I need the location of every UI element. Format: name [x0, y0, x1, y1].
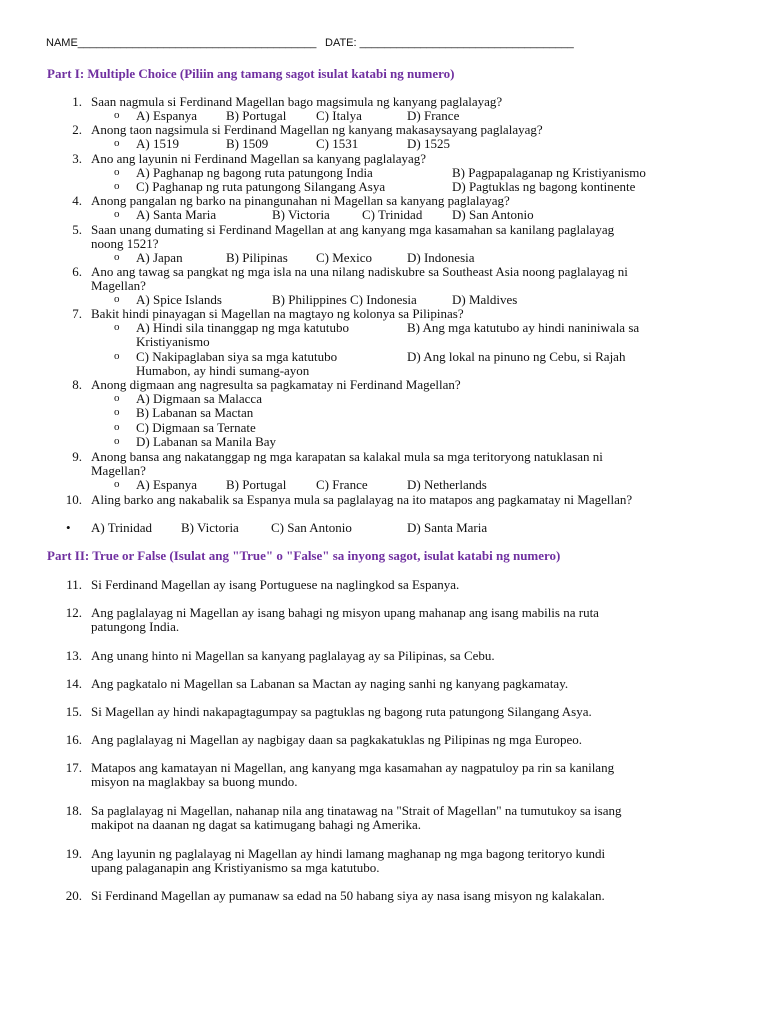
question-number: 19. — [65, 846, 82, 861]
question-number: 12. — [65, 605, 82, 620]
statement-text: Si Magellan ay hindi nakapagtagumpay sa pagtuklas ng bagong ruta patungong Silangang Asya. — [91, 704, 592, 719]
question-number: 10. — [65, 492, 82, 507]
option-b: B) Portugal — [226, 477, 287, 492]
option-bullet: o — [114, 350, 120, 362]
question-text-continued: noong 1521? — [91, 236, 159, 251]
question-number: 17. — [65, 760, 82, 775]
option-a: A) Spice Islands — [136, 292, 222, 307]
part2-title: Part II: True or False (Isulat ang "True" o "False" sa inyong sagot, isulat katabi ng numero) — [47, 548, 561, 563]
question-text: Ano ang tawag sa pangkat ng mga isla na una nilang nadiskubre sa Southeast Asia noong paglalayag ni — [91, 264, 628, 279]
question-number: 5. — [72, 222, 82, 237]
option-a: A) Trinidad — [91, 520, 153, 535]
question-number: 13. — [65, 648, 82, 663]
option-b: B) Labanan sa Mactan — [136, 405, 254, 420]
question-text: Anong taon nagsimula si Ferdinand Magellan ng kanyang makasaysayang paglalayag? — [91, 122, 543, 137]
question-text: Ano ang layunin ni Ferdinand Magellan sa kanyang paglalayag? — [91, 151, 427, 166]
question-number: 15. — [65, 704, 82, 719]
option-a: A) Digmaan sa Malacca — [136, 391, 262, 406]
option-b: B) Pilipinas — [226, 250, 288, 265]
option-bullet: o — [114, 478, 120, 490]
name-field-label: NAME_______________________________________ — [46, 37, 317, 49]
question-number: 18. — [65, 803, 82, 818]
statement-text-continued: misyon na maglakbay sa buong mundo. — [91, 774, 298, 789]
option-bullet: o — [114, 251, 120, 263]
option-a: A) Espanya — [136, 108, 198, 123]
statement-text: Ang paglalayag ni Magellan ay nagbigay daan sa pagkakatuklas ng Pilipinas ng mga Europeo. — [91, 732, 582, 747]
question-text: Anong pangalan ng barko na pinangunahan ni Magellan sa kanyang paglalayag? — [91, 193, 510, 208]
option-c: C) Paghanap ng ruta patungong Silangang Asya — [136, 179, 386, 194]
option-bullet: o — [114, 208, 120, 220]
statement-text-continued: patungong India. — [91, 619, 180, 634]
question-number: 11. — [66, 577, 82, 592]
option-d-continued: Humabon, ay hindi sumang-ayon — [136, 363, 310, 378]
statement-text: Si Ferdinand Magellan ay pumanaw sa edad na 50 habang siya ay nasa isang misyon ng kalakalan. — [91, 888, 605, 903]
option-bullet: o — [114, 137, 120, 149]
statement-text: Ang layunin ng paglalayag ni Magellan ay hindi lamang maghanap ng mga bagong teritoryo kundi — [91, 846, 606, 861]
option-d: D) Ang lokal na pinuno ng Cebu, si Rajah — [407, 349, 626, 364]
question-text: Saan nagmula si Ferdinand Magellan bago magsimula ng kanyang paglalayag? — [91, 94, 503, 109]
option-d: D) Labanan sa Manila Bay — [136, 434, 277, 449]
statement-text: Si Ferdinand Magellan ay isang Portuguese na naglingkod sa Espanya. — [91, 577, 460, 592]
option-c: C) France — [316, 477, 368, 492]
question-text: Bakit hindi pinayagan si Magellan na magtayo ng kolonya sa Pilipinas? — [91, 306, 464, 321]
statement-text: Ang unang hinto ni Magellan sa kanyang paglalayag ay sa Pilipinas, sa Cebu. — [91, 648, 495, 663]
option-b: B) Victoria — [272, 207, 330, 222]
option-b: B) Portugal — [226, 108, 287, 123]
question-number: 14. — [65, 676, 82, 691]
option-c: C) 1531 — [316, 136, 359, 151]
question-text-continued: Magellan? — [91, 463, 146, 478]
option-bullet: o — [114, 180, 120, 192]
statement-text: Ang paglalayag ni Magellan ay isang bahagi ng misyon upang mahanap ang isang mabilis na ruta — [91, 605, 599, 620]
question-number: 1. — [72, 94, 82, 109]
option-bullet: o — [114, 109, 120, 121]
option-a: A) Hindi sila tinanggap ng mga katutubo — [136, 320, 350, 335]
option-b: B) 1509 — [226, 136, 269, 151]
date-field-label: DATE: ___________________________________ — [325, 37, 574, 49]
option-c: C) Nakipaglaban siya sa mga katutubo — [136, 349, 338, 364]
option-bullet: o — [114, 435, 120, 447]
question-number: 9. — [72, 449, 82, 464]
option-b-c: B) Philippines C) Indonesia — [272, 292, 417, 307]
statement-text-continued: makipot na daanan ng dagat sa katimugang bahagi ng Amerika. — [91, 817, 421, 832]
option-bullet: o — [114, 406, 120, 418]
option-d: D) San Antonio — [452, 207, 534, 222]
statement-text: Matapos ang kamatayan ni Magellan, ang kanyang mga kasamahan ay nagpatuloy pa rin sa kanilang — [91, 760, 615, 775]
question-text: Anong bansa ang nakatanggap ng mga karapatan sa kalakal mula sa mga teritoryong natuklasan ni — [91, 449, 603, 464]
option-a: A) Japan — [136, 250, 183, 265]
option-b: B) Victoria — [181, 520, 239, 535]
option-d: D) France — [407, 108, 460, 123]
statement-text-continued: upang palaganapin ang Kristiyanismo sa mga katutubo. — [91, 860, 380, 875]
option-c: C) San Antonio — [271, 520, 352, 535]
option-bullet: o — [114, 293, 120, 305]
question-number: 6. — [72, 264, 82, 279]
option-a: A) 1519 — [136, 136, 179, 151]
question-number: 2. — [72, 122, 82, 137]
question-text-continued: Magellan? — [91, 278, 146, 293]
option-bullet: o — [114, 321, 120, 333]
option-c: C) Digmaan sa Ternate — [136, 420, 256, 435]
option-c: C) Italya — [316, 108, 362, 123]
option-d: D) Santa Maria — [407, 520, 488, 535]
option-d: D) Indonesia — [407, 250, 475, 265]
question-number: 8. — [72, 377, 82, 392]
option-bullet: • — [66, 520, 71, 535]
option-bullet: o — [114, 421, 120, 433]
question-number: 16. — [65, 732, 82, 747]
question-number: 20. — [65, 888, 82, 903]
question-number: 4. — [72, 193, 82, 208]
option-a: A) Paghanap ng bagong ruta patungong India — [136, 165, 373, 180]
option-b: B) Ang mga katutubo ay hindi naniniwala sa — [407, 320, 640, 335]
option-bullet: o — [114, 392, 120, 404]
option-c: C) Mexico — [316, 250, 372, 265]
question-number: 7. — [72, 306, 82, 321]
question-text: Saan unang dumating si Ferdinand Magellan at ang kanyang mga kasamahan sa kanilang paglalayag — [91, 222, 615, 237]
option-bullet: o — [114, 166, 120, 178]
option-b-continued: Kristiyanismo — [136, 334, 210, 349]
option-d: D) 1525 — [407, 136, 450, 151]
option-c: C) Trinidad — [362, 207, 423, 222]
option-d: D) Maldives — [452, 292, 518, 307]
option-a: A) Espanya — [136, 477, 198, 492]
option-b: B) Pagpapalaganap ng Kristiyanismo — [452, 165, 646, 180]
option-d: D) Netherlands — [407, 477, 487, 492]
option-d: D) Pagtuklas ng bagong kontinente — [452, 179, 636, 194]
option-a: A) Santa Maria — [136, 207, 217, 222]
part1-title: Part I: Multiple Choice (Piliin ang tamang sagot isulat katabi ng numero) — [47, 66, 455, 81]
question-text: Anong digmaan ang nagresulta sa pagkamatay ni Ferdinand Magellan? — [91, 377, 461, 392]
statement-text: Ang pagkatalo ni Magellan sa Labanan sa Mactan ay naging sanhi ng kanyang pagkamatay. — [91, 676, 569, 691]
question-number: 3. — [72, 151, 82, 166]
question-text: Aling barko ang nakabalik sa Espanya mula sa paglalayag na ito matapos ang pagkamatay ni Magellan? — [91, 492, 633, 507]
statement-text: Sa paglalayag ni Magellan, nahanap nila ang tinatawag na "Strait of Magellan" na tumutukoy sa isang — [91, 803, 622, 818]
